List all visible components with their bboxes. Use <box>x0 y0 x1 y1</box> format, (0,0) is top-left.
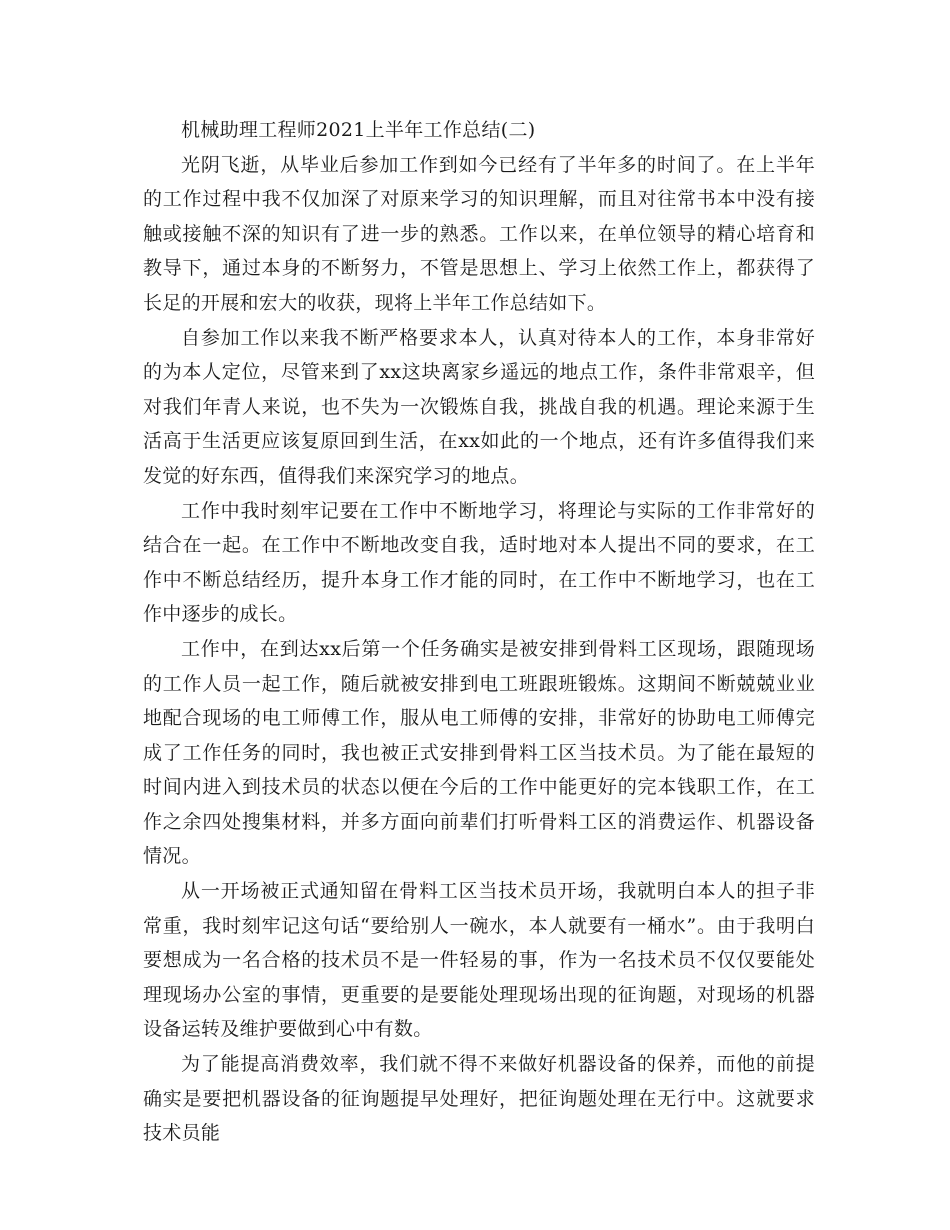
paragraph-6: 为了能提高消费效率，我们就不得不来做好机器设备的保养，而他的前提确实是要把机器设备的征询题提早处理好，把征询题处理在无行中。这就要求技术员能 <box>143 1053 815 1145</box>
paragraph-4: 工作中，在到达xx后第一个任务确实是被安排到骨料工区现场，跟随现场的工作人员一起工作，随后就被安排到电工班跟班锻炼。这期间不断兢兢业业地配合现场的电工师傅工作，服从电工师傅的安排，非常好的协助电工师傅完成了工作任务的同时，我也被正式安排到骨料工区当技术员。为了能在最短的时间内进入到技术员的状态以便在今后的工作中能更好的完本钱职工作，在工作之余四处搜集材料，并多方面向前辈们打听骨料工区的消费运作、机器设备情况。 <box>143 637 815 868</box>
paragraph-1: 光阴飞逝，从毕业后参加工作到如今已经有了半年多的时间了。在上半年的工作过程中我不仅加深了对原来学习的知识理解，而且对往常书本中没有接触或接触不深的知识有了进一步的熟悉。工作以来，在单位领导的精心培育和教导下，通过本身的不断努力，不管是思想上、学习上依然工作上，都获得了长足的开展和宏大的收获，现将上半年工作总结如下。 <box>143 153 815 314</box>
document-body <box>143 113 815 1151</box>
document-title: 机械助理工程师2021上半年工作总结(二) <box>181 119 536 141</box>
paragraph-2: 自参加工作以来我不断严格要求本人，认真对待本人的工作，本身非常好的为本人定位，尽管来到了xx这块离家乡遥远的地点工作，条件非常艰辛，但对我们年青人来说，也不失为一次锻炼自我，挑战自我的机遇。理论来源于生活高于生活更应该复原回到生活，在xx如此的一个地点，还有许多值得我们来发觉的好东西，值得我们来深究学习的地点。 <box>143 326 815 487</box>
paragraph-5: 从一开场被正式通知留在骨料工区当技术员开场，我就明白本人的担子非常重，我时刻牢记这句话“要给别人一碗水，本人就要有一桶水”。由于我明白要想成为一名合格的技术员不是一件轻易的事，作为一名技术员不仅仅要能处理现场办公室的事情，更重要的是要能处理现场出现的征询题，对现场的机器设备运转及维护要做到心中有数。 <box>143 880 815 1041</box>
paragraph-3: 工作中我时刻牢记要在工作中不断地学习，将理论与实际的工作非常好的结合在一起。在工作中不断地改变自我，适时地对本人提出不同的要求，在工作中不断总结经历，提升本身工作才能的同时，在工作中不断地学习，也在工作中逐步的成长。 <box>143 499 815 626</box>
